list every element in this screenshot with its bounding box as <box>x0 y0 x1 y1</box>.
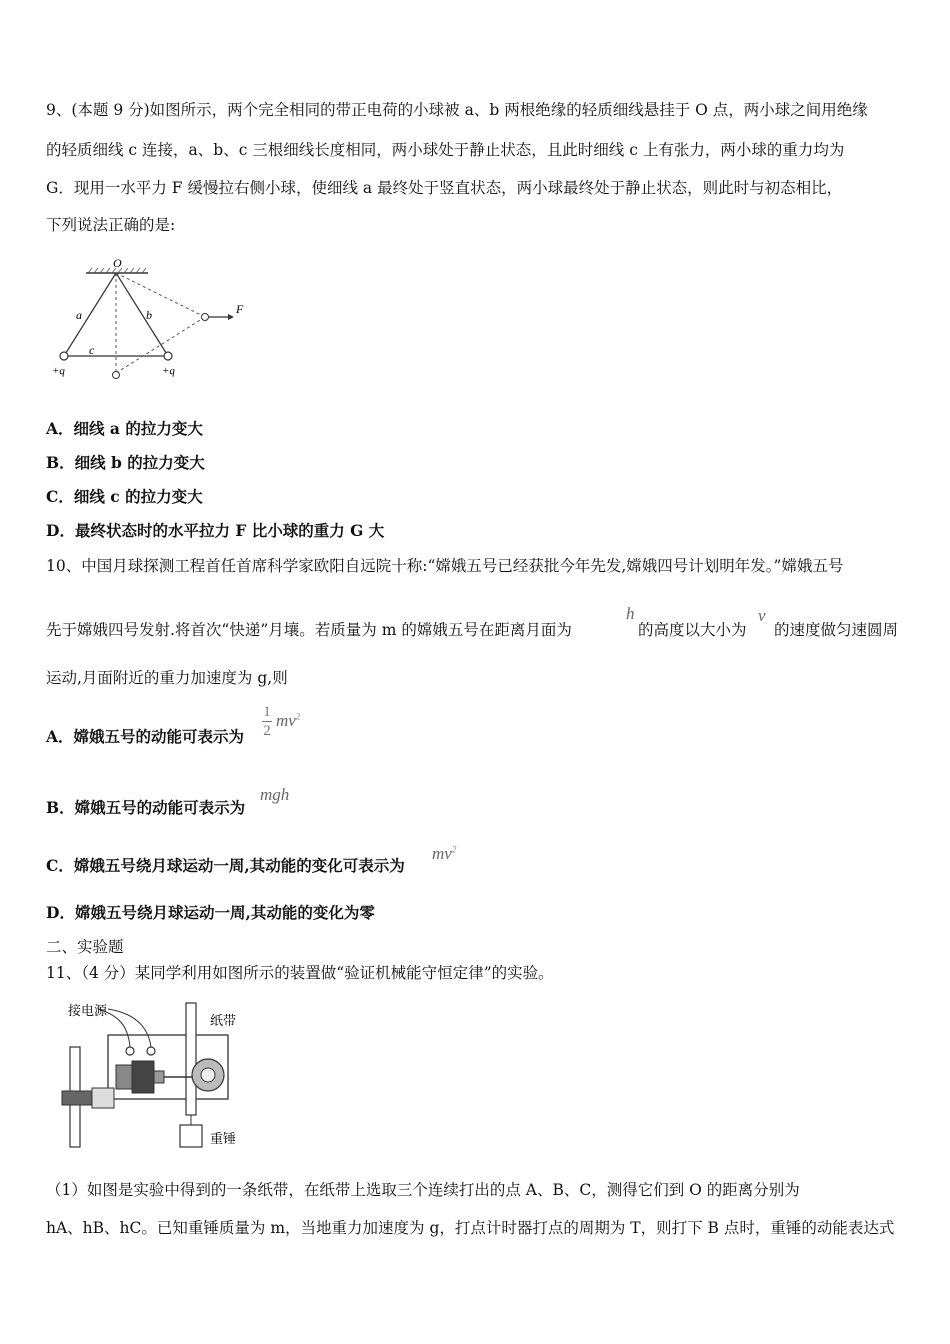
q9-option-b: B．细线 b 的拉力变大 <box>46 453 205 472</box>
q9-option-d: D．最终状态时的水平拉力 F 比小球的重力 G 大 <box>46 521 385 540</box>
q10-line-2a: 先于嫦娥四号发射.将首次“快递”月壤。若质量为 m 的嫦娥五号在距离月面为 <box>46 621 572 639</box>
q11-apparatus-figure <box>48 995 258 1160</box>
q10-line-3: 运动,月面附近的重力加速度为 g,则 <box>46 669 288 687</box>
q10-v-symbol: v <box>758 606 766 625</box>
q10-line-1: 10、中国月球探测工程首任首席科学家欧阳自远院十称:“嫦娥五号已经获批今年先发,嫦娥四号计划明年发。”嫦娥五号 <box>46 557 844 575</box>
q11-line-1: 11、（4 分）某同学利用如图所示的装置做“验证机械能守恒定律”的实验。 <box>46 964 554 982</box>
label-a: a <box>76 308 82 322</box>
q9-line-4: 下列说法正确的是: <box>46 216 176 234</box>
label-weight: 重锤 <box>210 1131 237 1146</box>
q10-option-c: C．嫦娥五号绕月球运动一周,其动能的变化可表示为 <box>46 856 405 875</box>
q10-option-a: A．嫦娥五号的动能可表示为 <box>46 727 245 746</box>
q9-line-3: G．现用一水平力 F 缓慢拉右侧小球，使细线 a 最终处于竖直状态，两小球最终处于静止状态，则此时与初态相比， <box>46 179 843 197</box>
q11-sub1-line-1: （1）如图是实验中得到的一条纸带，在纸带上选取三个连续打出的点 A、B、C，测得它们到 O 的距离分别为 <box>46 1181 800 1199</box>
label-tape: 纸带 <box>210 1013 237 1028</box>
section-title-experiment: 二、实验题 <box>46 938 124 956</box>
label-c: c <box>89 343 95 357</box>
q10-option-d: D．嫦娥五号绕月球运动一周,其动能的变化为零 <box>46 903 375 922</box>
q10-option-a-fraction <box>260 704 274 739</box>
label-q-right: +q <box>162 365 175 377</box>
q9-pendulum-figure <box>48 255 258 385</box>
q10-option-c-expr: $mv^2$ <box>432 844 457 863</box>
q10-line-2c: 的速度做匀速圆周 <box>774 621 899 639</box>
fraction-denominator: 2 <box>263 723 271 739</box>
q10-h-symbol: h <box>626 604 635 623</box>
label-f: F <box>236 302 244 316</box>
q11-sub1-line-2: hA、hB、hC。已知重锤质量为 m，当地重力加速度为 g，打点计时器打点的周期为 T，则打下 B 点时，重锤的动能表达式 <box>46 1219 895 1237</box>
q9-option-a: A．细线 a 的拉力变大 <box>46 419 203 438</box>
label-power: 接电源 <box>68 1003 108 1018</box>
q9-line-2: 的轻质细线 c 连接，a、b、c 三根细线长度相同，两小球处于静止状态，且此时细线 c 上有张力，两小球的重力均为 <box>46 141 845 159</box>
label-b: b <box>146 308 152 322</box>
fraction-numerator: 1 <box>263 704 271 720</box>
q10-option-b: B．嫦娥五号的动能可表示为 <box>46 798 246 817</box>
q10-line-2b: 的高度以大小为 <box>638 621 747 639</box>
q9-line-1: 9、(本题 9 分)如图所示，两个完全相同的带正电荷的小球被 a、b 两根绝缘的轻质细线悬挂于 O 点，两小球之间用绝缘 <box>46 101 868 119</box>
q10-option-b-expr: mgh <box>260 785 290 804</box>
q10-option-a-expr: $mv^2$ <box>276 711 301 730</box>
label-o: O <box>113 256 122 270</box>
label-q-left: +q <box>52 365 65 377</box>
q9-option-c: C．细线 c 的拉力变大 <box>46 487 203 506</box>
